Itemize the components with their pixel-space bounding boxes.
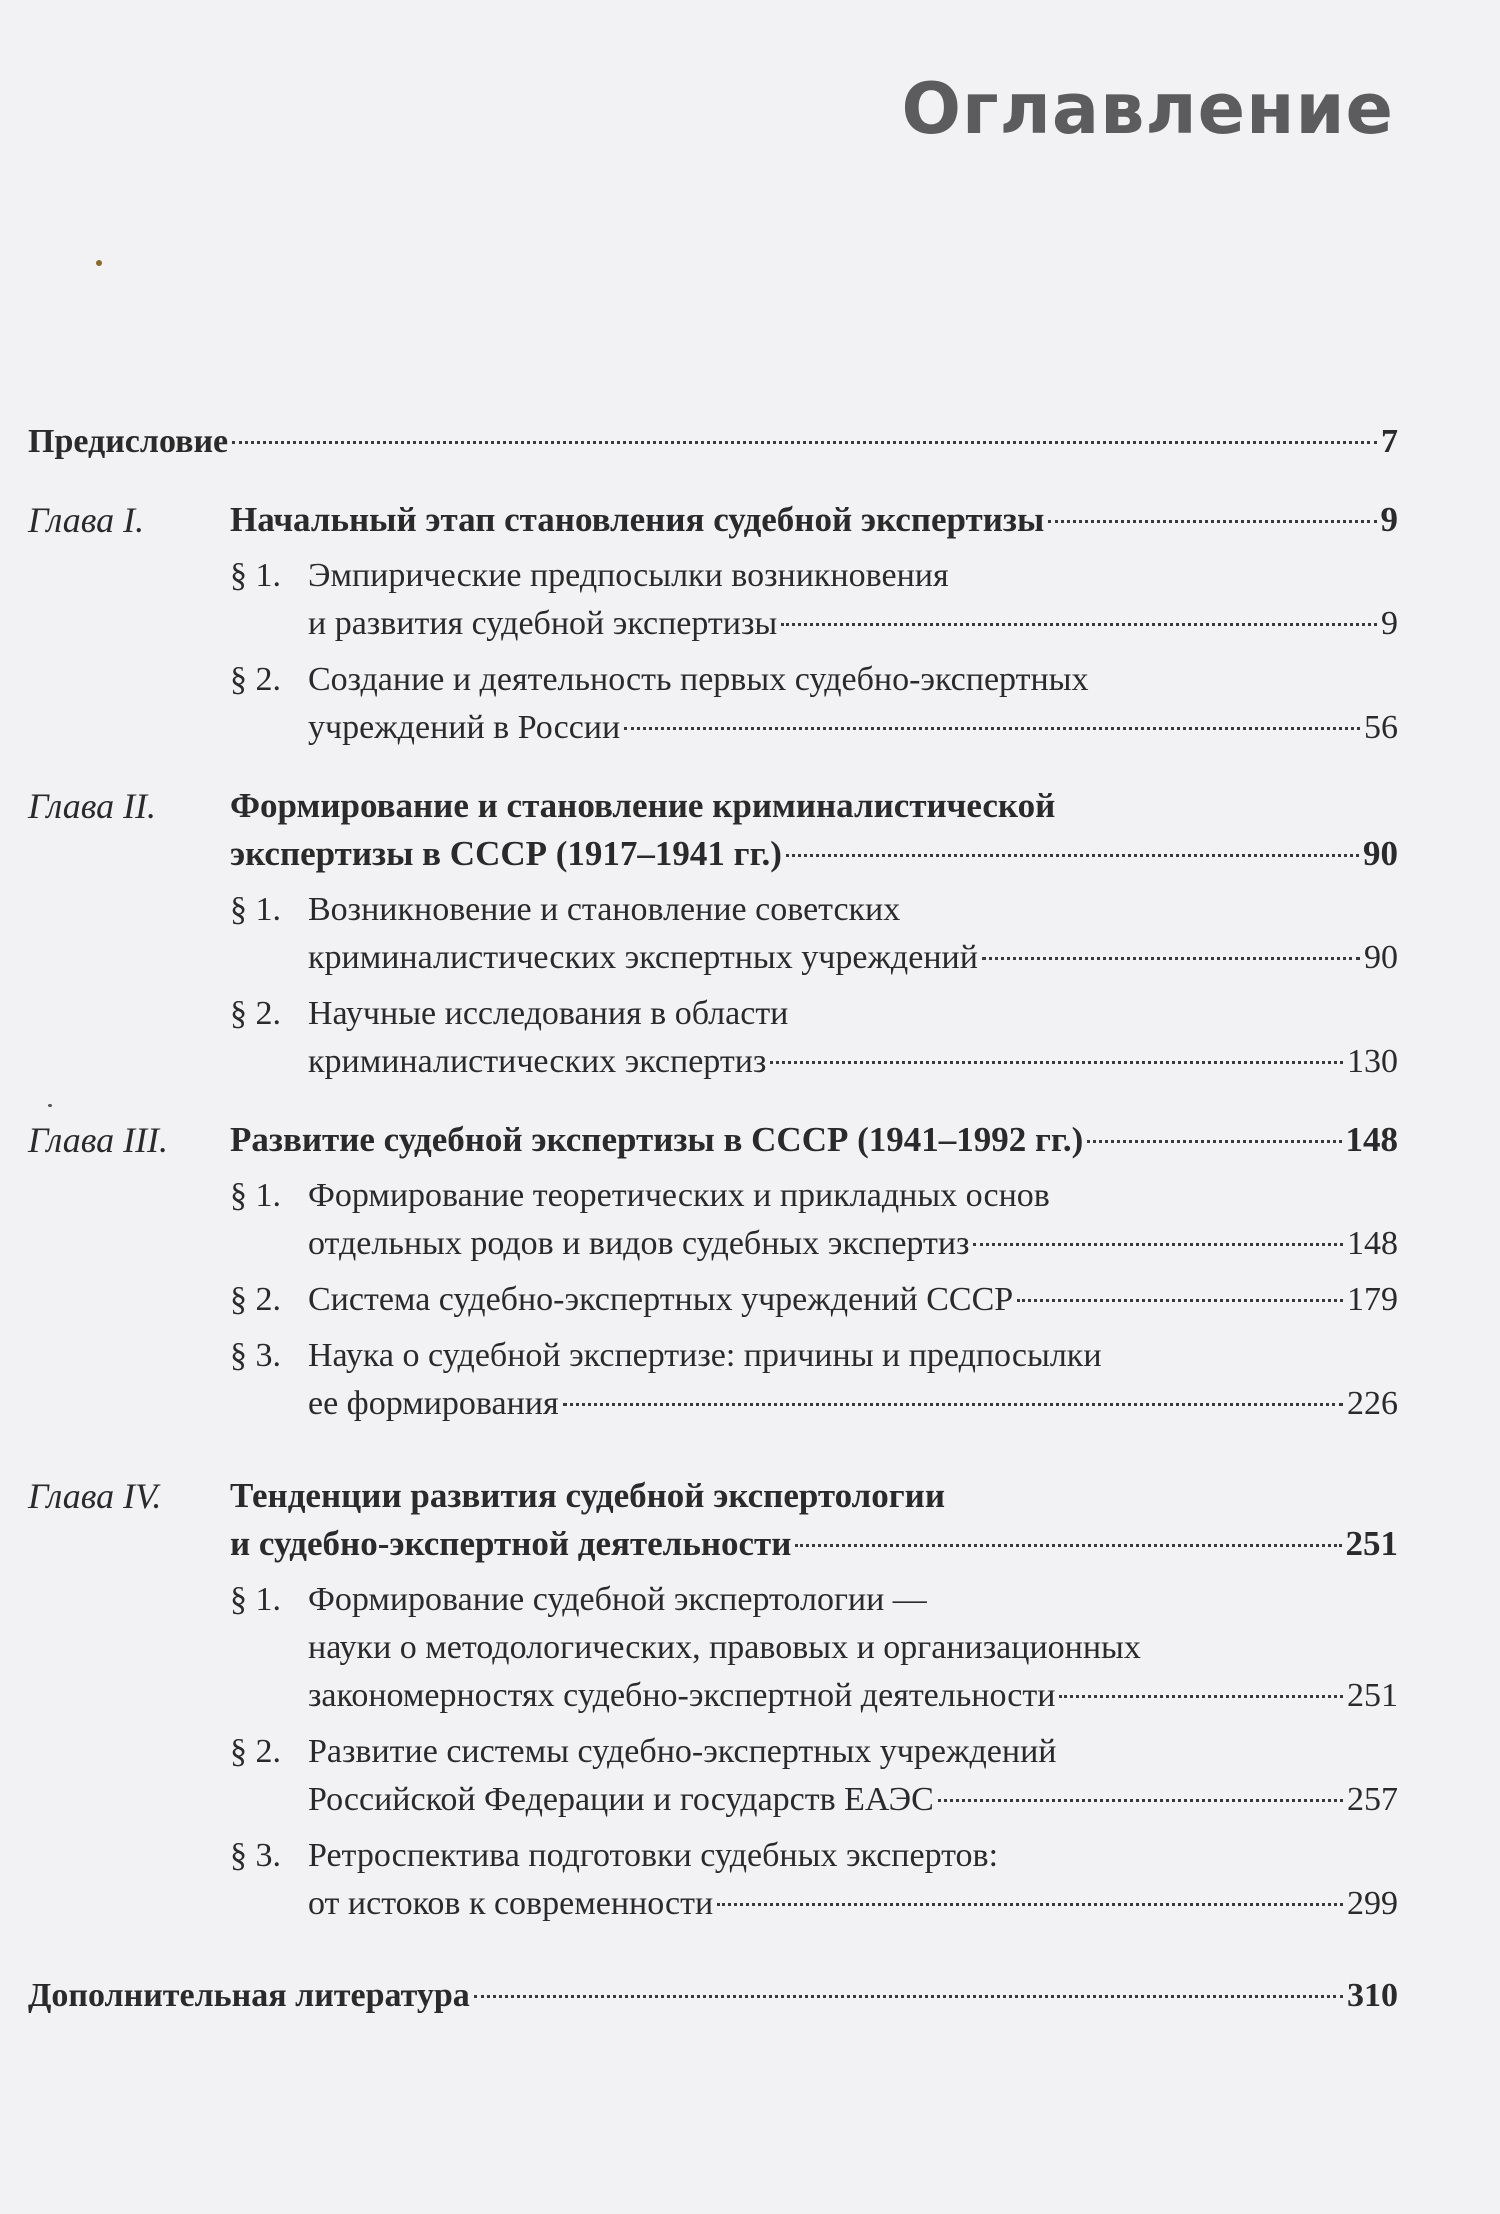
section-page: 226 — [1347, 1385, 1398, 1422]
dot-leader — [973, 1243, 1343, 1246]
toc-section[interactable] — [230, 886, 1398, 982]
section-number: § 1. — [230, 891, 281, 928]
chapter-title-text: экспертизы в СССР (1917–1941 гг.) — [230, 834, 782, 873]
section-number: § 2. — [230, 995, 281, 1032]
chapter-page: 9 — [1380, 500, 1398, 539]
toc-section[interactable] — [230, 990, 1398, 1086]
chapter-title-text: Формирование и становление криминалистической — [230, 786, 1056, 825]
section-page: 179 — [1347, 1281, 1398, 1318]
chapter-title[interactable] — [230, 782, 1398, 878]
section-title-line: Формирование судебной экспертологии — — [308, 1581, 927, 1618]
toc-section[interactable] — [230, 1276, 1398, 1324]
chapter-page: 90 — [1363, 834, 1398, 873]
section-number: § 2. — [230, 661, 281, 698]
section-title-line: закономерностях судебно-экспертной деятельности — [308, 1677, 1056, 1714]
toc-section[interactable] — [230, 552, 1398, 648]
chapter-label: Глава IV. — [28, 1476, 162, 1516]
toc-chapter-2 — [28, 782, 1398, 1086]
chapter-label: Глава II. — [28, 786, 157, 826]
dot-leader — [938, 1799, 1343, 1802]
section-title-line: Формирование теоретических и прикладных основ — [308, 1177, 1050, 1214]
section-title-line: Возникновение и становление советских — [308, 891, 901, 928]
section-number: § 2. — [230, 1733, 281, 1770]
section-page: 9 — [1381, 605, 1398, 642]
toc-literature[interactable] — [28, 1972, 1398, 2020]
chapter-title-text: Начальный этап становления судебной экспертизы — [230, 500, 1045, 539]
chapter-title[interactable] — [230, 496, 1398, 544]
section-number: § 1. — [230, 557, 281, 594]
toc-section[interactable] — [230, 656, 1398, 752]
section-page: 299 — [1347, 1885, 1398, 1922]
toc-chapter-4 — [28, 1472, 1398, 1928]
section-title-line: Система судебно-экспертных учреждений СССР — [308, 1281, 1014, 1318]
dot-leader — [563, 1403, 1343, 1406]
chapter-title-text: Тенденции развития судебной экспертологии — [230, 1476, 945, 1515]
toc-preface[interactable] — [28, 418, 1398, 466]
section-number: § 3. — [230, 1337, 281, 1374]
dot-leader — [982, 957, 1360, 960]
paper-speck — [96, 260, 102, 266]
section-page: 130 — [1347, 1043, 1398, 1080]
literature-page: 310 — [1347, 1977, 1398, 2014]
chapter-title[interactable] — [230, 1116, 1398, 1164]
chapter-page: 148 — [1345, 1120, 1398, 1159]
dot-leader — [781, 623, 1377, 626]
section-title-line: Ретроспектива подготовки судебных экспертов: — [308, 1837, 999, 1874]
chapter-label: Глава I. — [28, 500, 145, 540]
section-title-line: Развитие системы судебно-экспертных учреждений — [308, 1733, 1057, 1770]
dot-leader — [1059, 1695, 1343, 1698]
preface-label: Предисловие — [28, 423, 229, 460]
dot-leader — [1087, 1140, 1341, 1143]
section-title-line: Создание и деятельность первых судебно-экспертных — [308, 661, 1089, 698]
chapter-title[interactable] — [230, 1472, 1398, 1568]
dot-leader — [786, 854, 1359, 857]
dot-leader — [770, 1061, 1343, 1064]
dot-leader — [232, 441, 1377, 444]
section-title-line: науки о методологических, правовых и организационных — [308, 1629, 1141, 1666]
chapter-title-text: и судебно-экспертной деятельности — [230, 1524, 792, 1563]
table-of-contents — [28, 418, 1398, 2020]
toc-section[interactable] — [230, 1172, 1398, 1268]
section-title-line: ее формирования — [308, 1385, 559, 1422]
dot-leader — [1017, 1299, 1343, 1302]
section-title-line: от истоков к современности — [308, 1885, 714, 1922]
dot-leader — [717, 1903, 1343, 1906]
section-title-line: Эмпирические предпосылки возникновения — [308, 557, 949, 594]
section-title-line: Научные исследования в области — [308, 995, 789, 1032]
chapter-title-text: Развитие судебной экспертизы в СССР (1941–1992 гг.) — [230, 1120, 1084, 1159]
section-number: § 1. — [230, 1581, 281, 1618]
chapter-label: Глава III. — [28, 1120, 169, 1160]
toc-section[interactable] — [230, 1832, 1398, 1928]
section-page: 257 — [1347, 1781, 1398, 1818]
section-number: § 2. — [230, 1281, 281, 1318]
preface-page: 7 — [1381, 423, 1398, 460]
dot-leader — [624, 727, 1360, 730]
section-number: § 3. — [230, 1837, 281, 1874]
dot-leader — [1048, 520, 1376, 523]
section-page: 148 — [1347, 1225, 1398, 1262]
section-title-line: Российской Федерации и государств ЕАЭС — [308, 1781, 934, 1818]
toc-chapter-1 — [28, 496, 1398, 752]
section-title-line: и развития судебной экспертизы — [308, 605, 778, 642]
toc-section[interactable] — [230, 1332, 1398, 1428]
dot-leader — [474, 1995, 1343, 1998]
page-title: Оглавление — [901, 68, 1394, 150]
section-page: 90 — [1364, 939, 1398, 976]
chapter-page: 251 — [1345, 1524, 1398, 1563]
section-title-line: криминалистических экспертных учреждений — [308, 939, 978, 976]
dot-leader — [795, 1544, 1341, 1547]
section-title-line: Наука о судебной экспертизе: причины и предпосылки — [308, 1337, 1102, 1374]
toc-section[interactable] — [230, 1728, 1398, 1824]
section-page: 251 — [1347, 1677, 1398, 1714]
literature-label: Дополнительная литература — [28, 1977, 470, 2014]
section-title-line: криминалистических экспертиз — [308, 1043, 767, 1080]
section-title-line: отдельных родов и видов судебных экспертиз — [308, 1225, 970, 1262]
section-title-line: учреждений в России — [308, 709, 621, 746]
toc-chapter-3 — [28, 1116, 1398, 1428]
toc-section[interactable] — [230, 1576, 1398, 1720]
section-page: 56 — [1364, 709, 1398, 746]
section-number: § 1. — [230, 1177, 281, 1214]
